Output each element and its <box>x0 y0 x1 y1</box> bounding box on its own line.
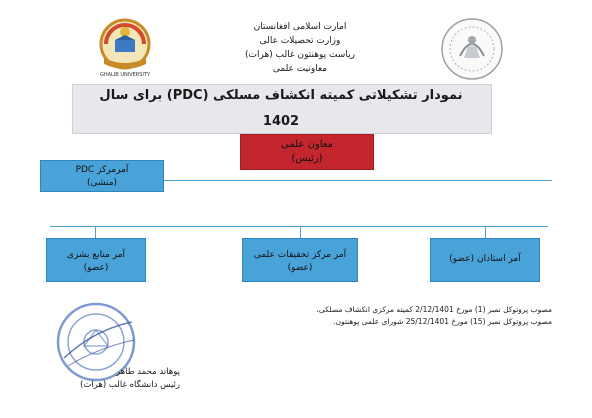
header-line-university: ریاست پوهنتون غالب (هرات) <box>245 50 355 60</box>
node-research-head <box>242 238 358 282</box>
approval-note-1: مصوب پروتوکل نمبر (1) مورخ 2/12/1401 کمیته مرکزی انکشاف مسلکی، <box>316 305 552 314</box>
signer-title: رئیس دانشگاه غالب (هرات) <box>80 380 180 390</box>
approval-notes <box>252 304 552 328</box>
node-teachers-head-name: آمر استادان (عضو) <box>449 254 521 264</box>
connector-research-vertical <box>300 226 301 238</box>
logo-caption: GHALIB UNIVERSITY <box>99 72 151 78</box>
node-teachers-head <box>430 238 540 282</box>
header-line-emirate: امارت اسلامی افغانستان <box>253 22 347 32</box>
ministry-header <box>210 20 390 76</box>
connector-upper-horizontal <box>164 180 552 181</box>
approval-note-2: مصوب پروتوکل نمبر (15) مورخ 25/12/1401 شورای علمی پوهنتون. <box>333 317 552 326</box>
node-pdc-head-role: (منشی) <box>86 178 118 188</box>
node-academic-deputy-name: معاون علمی <box>281 139 333 150</box>
node-hr-head-name: آمر منابع بشری <box>66 250 126 260</box>
signature-block <box>40 366 180 392</box>
university-seal-logo <box>438 16 506 82</box>
signer-name: پوهاند محمد طاهر <box>115 367 180 377</box>
node-pdc-head <box>40 160 164 192</box>
node-hr-head <box>46 238 146 282</box>
connector-lower-horizontal <box>50 226 548 227</box>
ghalib-university-logo <box>96 18 154 78</box>
node-pdc-head-name: آمرمرکز PDC <box>75 165 129 175</box>
node-hr-head-role: (عضو) <box>83 263 109 273</box>
header-line-ministry: وزارت تحصیلات عالی <box>259 36 341 46</box>
header-line-deputy: معاونیت علمی <box>272 64 328 74</box>
node-academic-deputy <box>240 134 374 170</box>
chart-title: نمودار تشکیلاتی کمیته انکشاف مسلکی (PDC) برای سال <box>99 88 463 103</box>
chart-title-year: 1402 <box>262 114 300 129</box>
connector-teachers-vertical <box>485 226 486 238</box>
node-research-head-role: (عضو) <box>287 263 313 273</box>
node-academic-deputy-role: (رئیس) <box>291 153 323 164</box>
node-research-head-name: آمر مرکز تحقیقات علمی <box>253 250 347 260</box>
connector-hr-vertical <box>95 226 96 238</box>
